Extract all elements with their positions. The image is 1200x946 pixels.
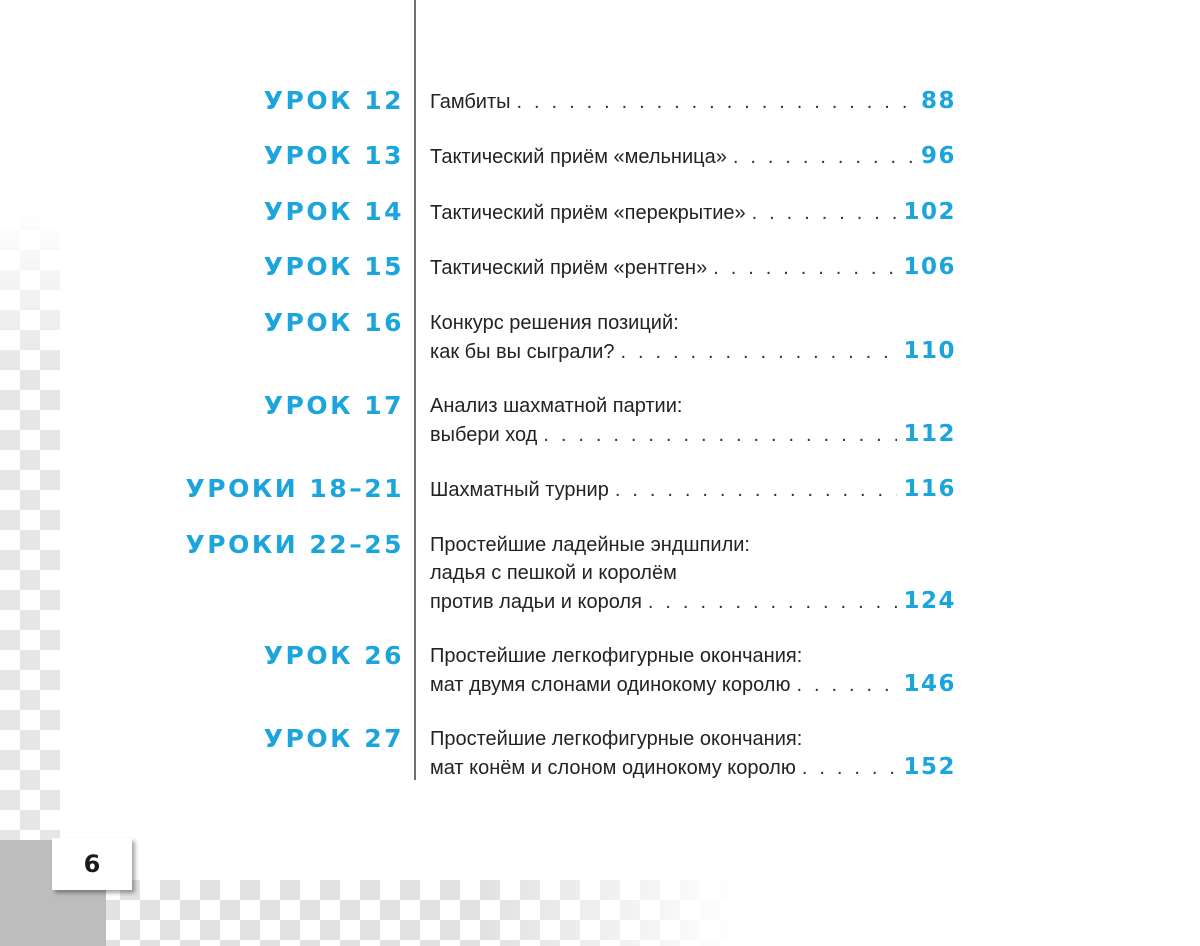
entry-title: Тактический приём «рентген» [430,257,708,279]
toc-entry[interactable] [430,475,956,503]
checkered-decoration-bottom [100,880,740,946]
entry-line [430,87,956,115]
entry-title: как бы вы сыграли? [430,341,615,363]
entry-title: Шахматный турнир [430,479,609,501]
toc-entry[interactable] [430,198,956,226]
entry-title: мат двумя слонами одинокому королю [430,674,791,696]
toc-entry[interactable] [430,392,956,448]
entry-line [430,337,956,365]
dot-leader [543,421,897,449]
page-ref: 106 [903,254,956,280]
dot-leader [733,143,915,171]
toc-entry[interactable] [430,642,956,698]
lesson-label: УРОК 15 [263,252,404,281]
entry-line [430,642,956,670]
dot-leader [752,199,898,227]
toc-entry[interactable] [430,309,956,365]
lesson-label: УРОК 26 [263,641,404,670]
entry-title: Тактический приём «мельница» [430,146,727,168]
entry-line [430,475,956,503]
lesson-label: УРОКИ 22–25 [185,530,404,559]
entry-title: ладья с пешкой и королём [430,562,677,584]
entry-title: выбери ход [430,424,538,446]
page-ref: 112 [903,421,956,447]
page-ref: 102 [903,199,956,225]
entry-line [430,587,956,615]
entry-title: против ладьи и короля [430,591,642,613]
page-ref: 110 [903,338,956,364]
dot-leader [615,476,898,504]
entry-line [430,142,956,170]
entry-title: Простейшие легкофигурные окончания: [430,645,803,667]
toc-entry[interactable] [430,87,956,115]
page-ref: 88 [920,88,956,114]
entry-line [430,725,956,753]
toc-entry[interactable] [430,531,956,615]
dot-leader [517,88,915,116]
toc-entry[interactable] [430,725,956,781]
page-ref: 116 [903,476,956,502]
entry-title: Гамбиты [430,91,511,113]
page-ref: 152 [903,754,956,780]
lesson-label: УРОК 17 [263,391,404,420]
entry-line [430,531,956,559]
lesson-label: УРОКИ 18–21 [185,474,404,503]
entry-line [430,392,956,420]
dot-leader [620,338,897,366]
entry-line [430,420,956,448]
entry-line [430,559,956,587]
checkered-decoration-left [0,210,60,850]
entry-line [430,198,956,226]
dot-leader [648,588,898,616]
entry-line [430,309,956,337]
entry-line [430,670,956,698]
entry-title: Простейшие ладейные эндшпили: [430,534,750,556]
dot-leader [802,754,898,782]
page-number: 6 [83,850,101,878]
lesson-label: УРОК 12 [263,86,404,115]
lesson-label: УРОК 16 [263,308,404,337]
entry-title: Тактический приём «перекрытие» [430,202,746,224]
column-divider [414,0,416,780]
entry-title: мат конём и слоном одинокому королю [430,757,796,779]
page-ref: 146 [903,671,956,697]
entry-title: Анализ шахматной партии: [430,395,683,417]
entry-title: Простейшие легкофигурные окончания: [430,728,803,750]
entry-line [430,253,956,281]
toc-entry[interactable] [430,142,956,170]
lesson-label: УРОК 27 [263,724,404,753]
page-number-box [52,838,132,890]
lesson-label: УРОК 13 [263,141,404,170]
toc-entry[interactable] [430,253,956,281]
lesson-label: УРОК 14 [263,197,404,226]
page-ref: 124 [903,588,956,614]
dot-leader [713,254,897,282]
dot-leader [796,671,897,699]
entry-title: Конкурс решения позиций: [430,312,679,334]
page-ref: 96 [920,143,956,169]
entry-line [430,753,956,781]
